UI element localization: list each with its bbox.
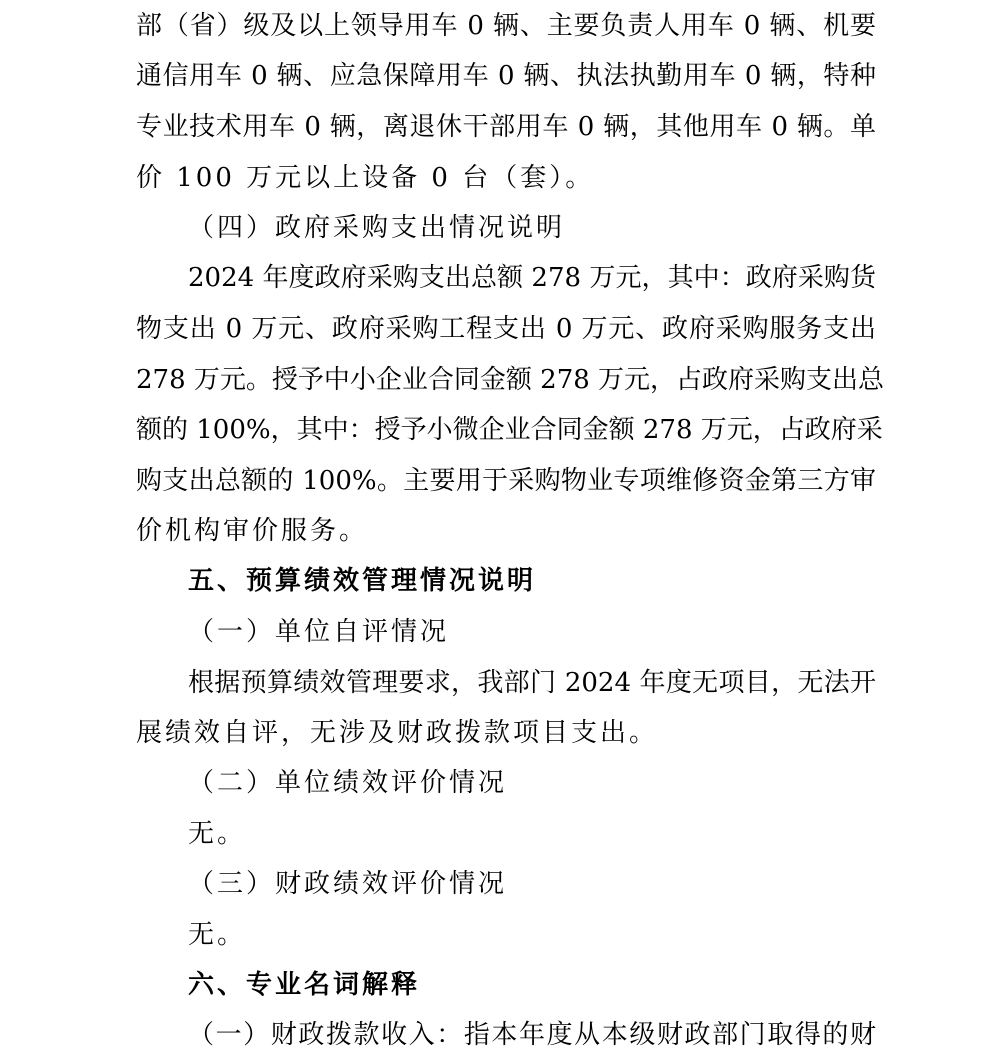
section-heading-glossary: 六、专业名词解释 xyxy=(188,970,421,1000)
paragraph-line: 2024 年度政府采购支出总额 278 万元，其中：政府采购货 xyxy=(188,263,876,293)
paragraph-line: 物支出 0 万元、政府采购工程支出 0 万元、政府采购服务支出 xyxy=(136,314,876,344)
paragraph-line: 价机构审价服务。 xyxy=(136,516,369,546)
subsection-heading: （三）财政绩效评价情况 xyxy=(188,869,508,899)
paragraph-line: 价 100 万元以上设备 0 台（套）。 xyxy=(136,163,595,193)
paragraph-line: 展绩效自评，无涉及财政拨款项目支出。 xyxy=(136,718,659,748)
paragraph-line: 购支出总额的 100%。主要用于采购物业专项维修资金第三方审 xyxy=(136,466,876,496)
subsection-heading: （一）单位自评情况 xyxy=(188,617,450,647)
section-heading-performance: 五、预算绩效管理情况说明 xyxy=(188,566,537,596)
paragraph-line: 278 万元。授予中小企业合同金额 278 万元，占政府采购支出总 xyxy=(136,365,885,395)
paragraph-line: 通信用车 0 辆、应急保障用车 0 辆、执法执勤用车 0 辆，特种 xyxy=(136,61,876,91)
paragraph-line: 部（省）级及以上领导用车 0 辆、主要负责人用车 0 辆、机要 xyxy=(136,11,876,41)
paragraph-line: 根据预算绩效管理要求，我部门 2024 年度无项目，无法开 xyxy=(188,668,876,698)
subsection-heading: （二）单位绩效评价情况 xyxy=(188,768,508,798)
paragraph-line: （一）财政拨款收入：指本年度从本级财政部门取得的财 xyxy=(188,1020,876,1050)
paragraph-line: 无。 xyxy=(188,920,247,950)
paragraph-line: 额的 100%，其中：授予小微企业合同金额 278 万元，占政府采 xyxy=(136,415,883,445)
paragraph-line: 专业技术用车 0 辆，离退休干部用车 0 辆，其他用车 0 辆。单 xyxy=(136,112,876,142)
section-heading-procurement: （四）政府采购支出情况说明 xyxy=(188,213,566,243)
paragraph-line: 无。 xyxy=(188,819,247,849)
